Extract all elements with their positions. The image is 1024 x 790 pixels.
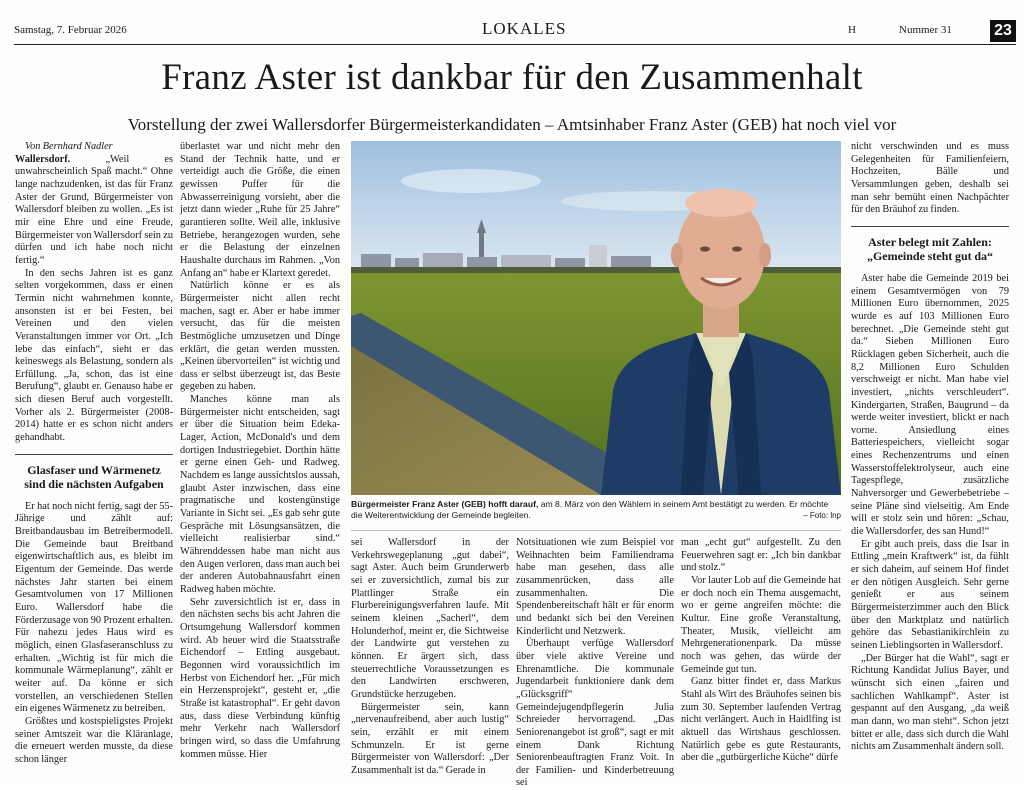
paragraph: Aster habe die Gemeinde 2019 bei einem Gesamtvermögen von 79 Millionen Euro übernommen, 2025 wurde es auf 103 Millionen Euro berechnet. „Die Gemeinde steht gut da.“ Sieben Millionen Euro Rücklagen geben Sicherheit, auch die 8,2 Millionen Euro Schulden verschweigt er nicht. Man habe viel investiert, „nichts verschleudert“. Kindergarten, Straßen, Baugrund – da werde weiter investiert, blickt er nach vorne. Ansiedlung eines Batteriespeichers, vielleicht sogar eines Rechenzentrums und einen Wasserstoffelektrolyseur, auch eine Tagespflege, zusätzliche Nahversorger und Gewerbebetriebe – seine Pläne sind vielseitig. Am Ende will er stolz sein und hören: „Schau, die Wallersdorfer, des san Hund!“ <box>851 272 1009 538</box>
caption-text: am 8. März von den Wählern in seinem Amt bestätigt zu werden. Er möchte die Weiterentwicklung der Gemeinde begleiten. <box>351 499 829 520</box>
issue-number: Nummer 31 <box>899 24 952 36</box>
paragraph <box>15 154 173 268</box>
intertitle <box>851 226 1009 263</box>
photo-caption <box>351 499 841 521</box>
intertitle-line: „Gemeinde steht gut da“ <box>866 248 994 263</box>
forehead-highlight <box>685 189 757 217</box>
paragraph: Größtes und kostspieligstes Projekt seiner Amtszeit war die Kläranlage, die erneuert werden musste, da diese schon länger <box>15 715 173 765</box>
intertitle-line: Aster belegt mit Zahlen: <box>868 234 992 249</box>
edition-mark: H <box>848 24 856 36</box>
eye <box>732 246 742 251</box>
paragraph: „Der Bürger hat die Wahl“, sagt er Richtung Kandidat Julius Bayer, und wünscht sich einen „fairen und sachlichen Wahlkampf“. Aster ist gespannt auf den Ausgang, „da weiß man dann, wo man steht“. Schon jetzt bittet er alle, dass sich durch die Wahl nichts am Zusammenhalt ändern soll. <box>851 652 1009 753</box>
paragraph: Ganz bitter findet er, dass Markus Stahl als Wirt des Bräuhofes seinen bis zum 30. September laufenden Vertrag nicht verlängert. Auch in Haidlfing ist aktuell das Wirtshaus geschlossen. Natürlich gebe es gute Restaurants, aber die „gutbürgerliche Küche“ dürfe <box>681 676 841 764</box>
paragraph: nicht verschwinden und es muss Gelegenheiten für Familienfeiern, Hochzeiten, Bälle und Versammlungen geben, deshalb sei man sehr bemüht einen Nachpächter für den Bräuhof zu finden. <box>851 141 1009 216</box>
text-column-2 <box>180 141 340 781</box>
paragraph: Vor lauter Lob auf die Gemeinde hat er doch noch ein Thema ausgemacht, wo er gerne angreifen möchte: die Kultur. Eine große Veranstaltung, Theater, Musik, vielleicht am Mehrgenerationenpark. Da müsse noch was gehen, das würde der Gemeinde gut tun. <box>681 574 841 675</box>
eye <box>700 246 710 251</box>
section-title: LOKALES <box>482 19 567 38</box>
ear <box>671 243 683 267</box>
intertitle-line: sind die nächsten Aufgaben <box>24 476 164 491</box>
header-rule <box>14 44 1016 45</box>
paragraph: Natürlich könne er es als Bürgermeister nicht allen recht machen, sagt er. Aber er habe immer versucht, das für die meisten Bestmögliche umzusetzen und Dinge erklärt, die getan werden mussten. „Keinen übervorteilen“ ist wichtig und dass er selbst überzeugt ist, das Beste gegeben zu haben. <box>180 280 340 393</box>
byline: Von Bernhard Nadler <box>25 141 113 152</box>
paragraph: Er hat noch nicht fertig, sagt der 55-Jährige und zählt auf: Breitbandausbau im Betreibermodell. Die Gemeinde baut Breitband eigenwirtschaftlich aus, es bleibt im Eigentum der Gemeinde. Das werde nächstes Jahr starten bei einem Gesamtvolumen von 17 Millionen Euro. Wallersdorf habe die Förderzusage von 90 Prozent erhalten. Für nahezu jedes Haus wird es möglich, einen Glasfaseranschluss zu erhalten. „Wichtig ist für mich die kommunale Wärmeplanung“, zählt er weiter auf. Da könne er sich vorstellen, an verschiedenen Stellen ein eigenes Wärmenetz zu betreiben. <box>15 500 173 715</box>
paragraph: Manches könne man als Bürgermeister nicht entscheiden, sagt er über die Situation beim Edeka-Lager, Action, McDonald's und dem dortigen Industriegebiet. Dorthin hätte er gerne einen Geh- und Radweg. Nachdem es lange aussichtslos aussah, glaubt Aster inzwischen, dass eine pragmatische und kostengünstige Variante in Sicht sei. „Es gab sehr gute Gespräche mit Lösungsansätzen, die vielleicht realisierbar sind.“ Währenddessen habe man nicht aus den Augen verloren, dass man auch bei der anderen Autobahnausfahrt einen Radweg haben möchte. <box>180 394 340 595</box>
caption-rule <box>351 530 841 531</box>
text-column-4 <box>516 537 674 789</box>
paragraph-text: „Weil es unwahrscheinlich Spaß macht.“ Ohne lange nachzudenken, ist das für Franz Aster der Grund, Bürgermeister von Wallersdorf bleiben zu wollen. „Es ist mir eine Ehre und eine Freude, Bürgermeister von Wallersdorf sein zu dürfen und ich habe noch nicht fertig.“ <box>15 153 173 266</box>
caption-lead: Bürgermeister Franz Aster (GEB) hofft darauf, <box>351 499 539 509</box>
paragraph: In den sechs Jahren ist es ganz selten vorgekommen, dass er einen Termin nicht wahrnehmen konnte, ansonsten ist er bei Festen, bei Vereinen und den vielen Veranstaltungen immer vor Ort. „Ich lebe das einfach“, sieht er das keineswegs als Belastung, sondern als Erfüllung. „Ja, schon, das ist eine Berufung“, glaubt er. Genauso habe er sich diesen Beruf auch vorgestellt. Vorher als 2. Bürgermeister (2008-2014) hatte er es schon nicht anders gehandhabt. <box>15 267 173 444</box>
paragraph: sei Wallersdorf in der Verkehrswegeplanung „gut dabei“, sagt Aster. Auch beim Grunderwerb sei er zuversichtlich, zumal bis zur Plattlinger Straße ein Flurbereinigungsverfahren laufe. Mit seinem kleinen „Sacherl“, dem Holunderhof, meint er, die Sichtweise der Landwirte gut verstehen zu können. Er ärgert sich, dass steuerrechtliche Voraussetzungen es den Landwirten erschweren, Grundstücke herzugeben. <box>351 537 509 700</box>
photo-credit: – Foto: lnp <box>803 511 841 520</box>
paragraph: Notsituationen wie zum Beispiel vor Weihnachten beim Familiendrama habe man gesehen, dass alle zusammenrücken, dass alle zusammenhalten. Die Spendenbereitschaft hält er für enorm und bedankt sich bei den Vereinen Kinderlicht und Netzwerk. <box>516 537 674 637</box>
page-header <box>14 18 1016 44</box>
article-subheadline: Vorstellung der zwei Wallersdorfer Bürgermeisterkandidaten – Amtsinhaber Franz Aster (GEB) hat noch viel vor <box>127 115 897 134</box>
issue-date: Samstag, 7. Februar 2026 <box>14 24 127 36</box>
intertitle <box>15 454 173 491</box>
article-headline: Franz Aster ist dankbar für den Zusammenhalt <box>161 57 863 98</box>
dateline-place: Wallersdorf. <box>15 153 71 165</box>
text-column-3 <box>351 537 509 781</box>
cloud <box>401 169 541 193</box>
paragraph: Er gibt auch preis, dass die Isar in Ettling „mein Kraftwerk“ ist, da fühlt er sich daheim, auf seinem Hof findet er den nötigen Ausgleich. Sehr gerne genießt er aus seinem Bürgermeisterzimmer auch den Blick über den Marktplatz und natürlich gehöre das Sebastianikirchlein zu seinen Lieblingsorten in Wallersdorf. <box>851 538 1009 651</box>
treeline <box>351 267 841 273</box>
text-column-6 <box>851 141 1009 781</box>
photo-illustration <box>351 141 841 495</box>
paragraph: Bürgermeister sein, kann „nervenaufreibend, aber auch lustig“ sein, erzählt er mit einem Schmunzeln. Er ist gerne Bürgermeister von Wallersdorf: „Der Zusammenhalt ist da.“ Gerade in <box>351 701 509 776</box>
intertitle-line: Glasfaser und Wärmenetz <box>27 462 161 477</box>
paragraph: Überhaupt verfüge Wallersdorf über viele aktive Vereine und Ehrenamtliche. Die kommunale Jugendarbeit funktioniere dank dem „Glücksgriff“ Gemeindejugendpflegerin Julia Schreieder hervorragend. „Das Seniorenangebot ist groß“, sagt er mit einem Dank Richtung Seniorenbeauftragten Franz Voit. In der Familien- und Kinderbetreuung sei <box>516 638 674 789</box>
paragraph: Sehr zuversichtlich ist er, dass in den nächsten sechs bis acht Jahren die Ortsumgehung Wallersdorf kommen wird. Ab heuer wird die Staatsstraße Eichendorf – Ettling ausgebaut. Begonnen wird voraussichtlich im Herbst von Eichendorf her. „Für mich ein Herzensprojekt“, gesteht er, „die Straße ist katastrophal“. Er geht davon aus, dass diese Verbindung künftig mehr Verkehr nach Wallersdorf bringen wird, so dass die Umfahrung kommen müsse. Hier <box>180 596 340 760</box>
paragraph: überlastet war und nicht mehr den Stand der Technik hatte, und er verteidigt auch die Größe, die einen gewissen Puffer für die Abwasserreinigung vorsieht, aber die jetzt dann wieder „Ruhe für 25 Jahre“ garantieren sollte. Weil alle, inklusive Betriebe, herangezogen wurden, sehe er die Belastung der einzelnen Haushalte durchaus im Rahmen. „Von Anfang an“ habe er Klartext geredet. <box>180 141 340 279</box>
text-column-1 <box>15 141 173 781</box>
text-column-5 <box>681 537 841 781</box>
page-number-badge: 23 <box>990 20 1016 42</box>
article-photo <box>351 141 841 495</box>
paragraph: man „echt gut“ aufgestellt. Zu den Feuerwehren sagt er: „Ich bin dankbar und stolz.“ <box>681 537 841 574</box>
ear <box>759 243 771 267</box>
